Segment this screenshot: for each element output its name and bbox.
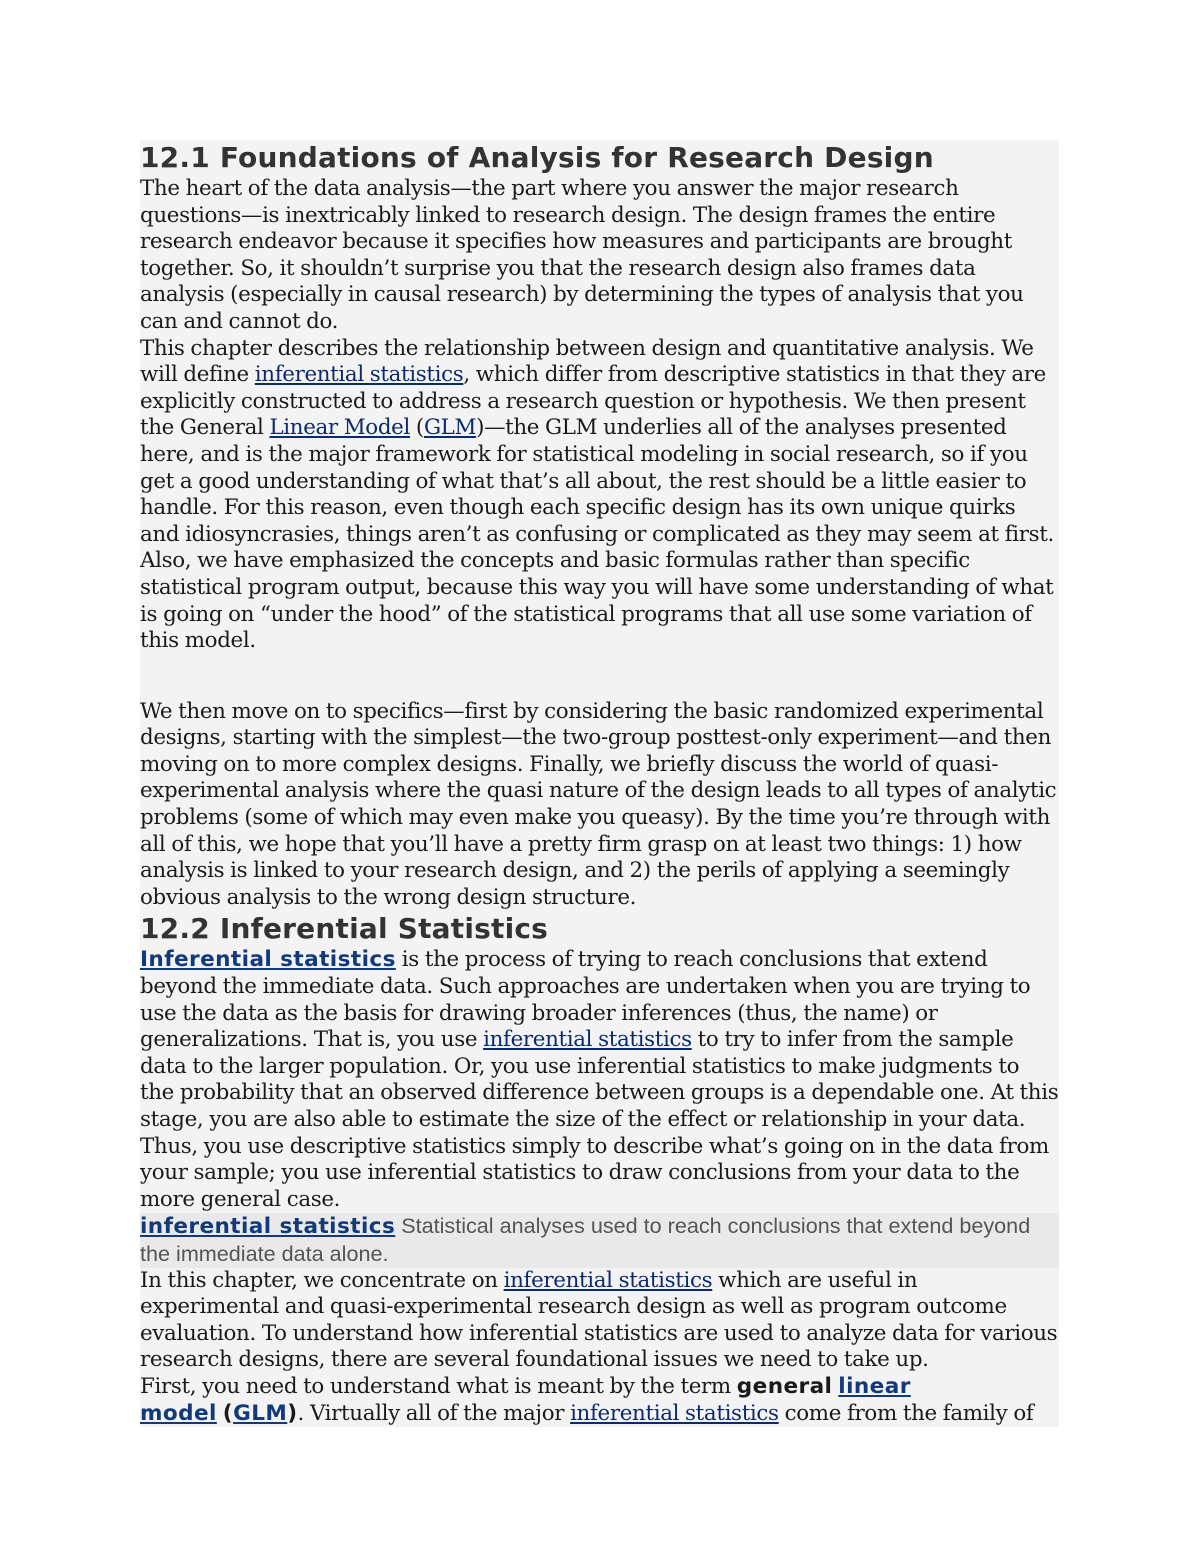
text: ( [409,415,424,441]
paragraph [140,947,1059,1213]
text: . Virtually all of the major [297,1400,571,1426]
paragraph [140,1374,1059,1427]
section-heading-12-1: 12.1 Foundations of Analysis for Research Design [140,141,934,174]
paren-open: ( [222,1400,234,1426]
link-linear-model[interactable]: Linear Model [269,415,410,441]
link-inferential-statistics[interactable]: inferential statistics [503,1267,713,1293]
definition-term-link[interactable]: inferential statistics [140,1214,396,1240]
term-link-linear[interactable]: linear [838,1373,911,1399]
link-inferential-statistics[interactable]: inferential statistics [570,1400,779,1426]
term-link-inferential-statistics[interactable]: Inferential statistics [140,947,396,973]
paragraph-spacer [140,655,1059,699]
paragraph [140,336,1059,655]
paragraph: The heart of the data analysis—the part where you answer the major research questions—is inextricably linked to research design. The design frames the entire research endeavor because it specifies how measures and participants are brought together. So, it shouldn’t surprise you that the research design also frames data analysis (especially in causal research) by determining the types of analysis that you can and cannot do. [140,176,1024,334]
text: come from the family of [778,1400,1034,1426]
term-link-glm[interactable]: GLM [233,1400,288,1426]
term-general: general [736,1373,833,1399]
text: which are useful in experimental and quasi-experimental research design as well as program outcome evaluation. To understand how inferential statistics are used to analyze data for various research designs, there are several foundational issues we need to take up. [140,1267,1058,1373]
definition-box [140,1213,1059,1267]
link-glm[interactable]: GLM [423,415,477,441]
text: is the process of trying to reach conclusions that extend beyond the immediate data. Such approaches are undertaken when you are trying to use the data as the basis for drawing broader inferences (thus, the name) or generalizations. That is, you use [140,947,1031,1053]
paragraph [140,1268,1059,1374]
paren-close: ) [287,1400,298,1426]
definition-text: Statistical analyses used to reach conclusions that extend beyond the immediate data alone. [140,1213,1031,1266]
text: )—the GLM underlies all of the analyses presented here, and is the major framework for statistical modeling in social research, so if you get a good understanding of what that’s all about, the rest should be a little easier to handle. For this reason, even though each specific design has its own unique quirks and idiosyncrasies, things aren’t as confusing or complicated as they may seem at first. Also, we have emphasized the concepts and basic formulas rather than specific statistical program output, because this way you will have some understanding of what is going on “under the hood” of the statistical programs that all use some variation of this model. [140,415,1054,654]
link-inferential-statistics[interactable]: inferential statistics [483,1027,692,1053]
text: In this chapter, we concentrate on [140,1267,504,1293]
text: to try to infer from the sample data to the larger population. Or, you use inferential statistics to make judgments to the probability that an observed difference between groups is a dependable one. At this stage, you are also able to estimate the size of the effect or relationship in your data. Thus, you use descriptive statistics simply to describe what’s going on in the data from your sample; you use inferential statistics to draw conclusions from your data to the more general case. [140,1027,1059,1212]
link-inferential-statistics[interactable]: inferential statistics [254,362,464,388]
document-body [140,140,1059,1427]
text: First, you need to understand what is meant by the term [140,1373,737,1399]
paragraph: We then move on to specifics—first by considering the basic randomized experimental designs, starting with the simplest—the two-group posttest-only experiment—and then moving on to more complex designs. Finally, we briefly discuss the world of quasi-experimental analysis where the quasi nature of the design leads to all types of analytic problems (some of which may even make you queasy). By the time you’re through with all of this, we hope that you’ll have a pretty firm grasp on at least two things: 1) how analysis is linked to your research design, and 2) the perils of applying a seemingly obvious analysis to the wrong design structure. [140,698,1057,910]
term-link-model[interactable]: model [140,1400,217,1426]
text: , which differ from descriptive statistics in that they are explicitly constructed to address a research question or hypothesis. We then present the General [140,362,1046,441]
section-heading-12-2: 12.2 Inferential Statistics [140,912,549,946]
text: This chapter describes the relationship between design and quantitative analysis. We will define [140,335,1034,388]
